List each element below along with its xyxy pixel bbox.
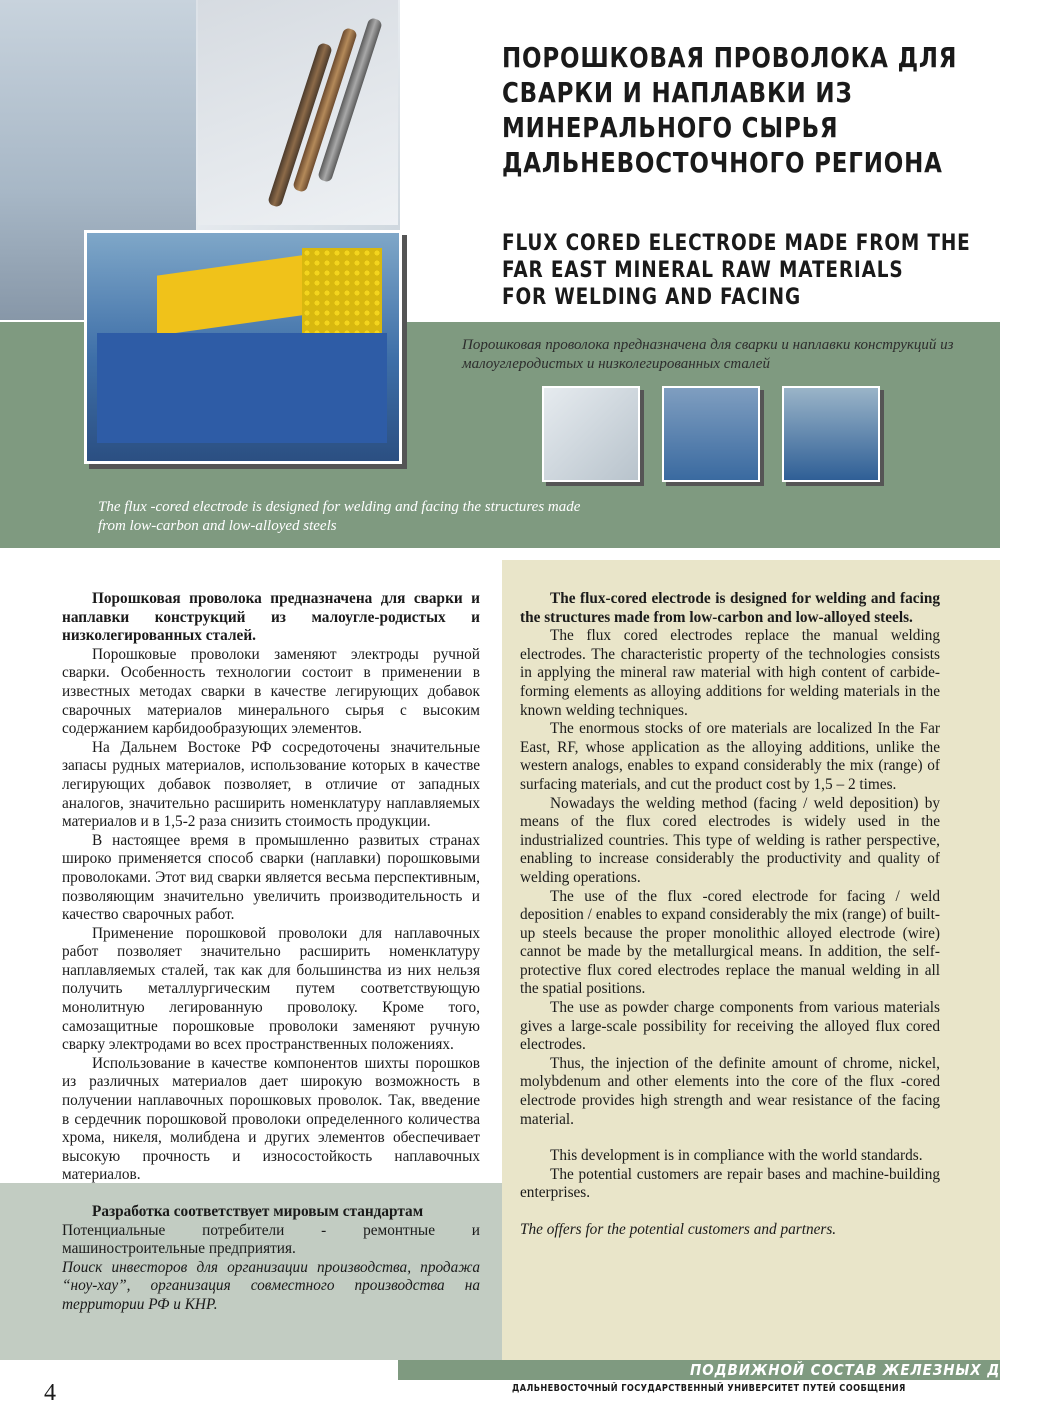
russian-paragraph: На Дальнем Востоке РФ сосредоточены значительные запасы рудных материалов, использование которых в качестве легирующих добавок позволяет, в отличие от западных аналогов, значительно расширить номенклатуру наплавляемых материалов и в 1,5-2 раза снизить стоимость продукции.: [62, 738, 480, 831]
english-title-line: FLUX CORED ELECTRODE MADE FROM THE: [502, 231, 971, 256]
rollers-thumbnail: [662, 386, 760, 482]
english-customers: The potential customers are repair bases and machine-building enterprises.: [520, 1165, 940, 1202]
page-number: 4: [44, 1380, 56, 1406]
russian-text-column: [62, 590, 480, 1315]
english-offer: The offers for the potential customers and partners.: [520, 1221, 837, 1238]
sample-tubes-photo: [198, 0, 398, 225]
english-paragraph: The use as powder charge components from various materials gives a large-scale possibility for receiving the alloyed flux cored electrodes.: [520, 999, 940, 1054]
russian-title-line: МИНЕРАЛЬНОГО СЫРЬЯ: [502, 111, 839, 144]
russian-paragraph: В настоящее время в промышленно развитых странах широко применяется способ сварки (наплавки) порошковыми проволоками. Этот вид сварки является весьма перспективным, позволяющим значительно увеличить производительность и качество сварочных работ.: [62, 831, 480, 924]
russian-title: [502, 40, 958, 180]
russian-paragraph: Применение порошковой проволоки для наплавочных работ позволяет значительно расширить номенклатуру наплавляемых сталей, так как для большинства из них нельзя получить металлургическим путем соответствующую монолитную легированную проволоку. Кроме того, самозащитные порошковые проволоки заменяют ручную сварку электродами во всех пространственных положениях.: [62, 924, 480, 1054]
electrode-samples-thumbnail: [542, 386, 640, 482]
english-caption: The flux -cored electrode is designed for welding and facing the structures made from low-carbon and low-alloyed steels: [98, 499, 581, 534]
english-lead-paragraph: The flux-cored electrode is designed for welding and facing the structures made from low-carbon and low-alloyed steels.: [520, 590, 940, 626]
equipment-thumbnail: [782, 386, 880, 482]
footer-subtitle: ДАЛЬНЕВОСТОЧНЫЙ ГОСУДАРСТВЕННЫЙ УНИВЕРСИТЕТ ПУТЕЙ СООБЩЕНИЯ: [512, 1383, 906, 1394]
russian-offer: Поиск инвесторов для организации производства, продажа “ноу-хау”, организация совместного производства на территории РФ и КНР.: [62, 1258, 480, 1313]
english-paragraph: Thus, the injection of the definite amount of chrome, nickel, molybdenum and other elements into the core of the flux -cored electrode provides high strength and wear resistance of the facing material.: [520, 1054, 940, 1128]
russian-paragraph: Использование в качестве компонентов шихты порошков из различных материалов дает широкую возможность в получении наплавочных порошковых проволок. Так, введение в сердечник порошковой проволоки определенного количества хрома, никеля, молибдена и других элементов обеспечивает высокую прочность и износостойкость наплавочных материалов.: [62, 1054, 480, 1184]
russian-customers: Потенциальные потребители - ремонтные и машиностроительные предприятия.: [62, 1221, 480, 1258]
english-title-line: FOR WELDING AND FACING: [502, 285, 801, 310]
english-paragraph: The flux cored electrodes replace the manual welding electrodes. The characteristic property of the technologies consists in applying the mineral raw material with high content of carbide-forming elements as alloying additions for welding materials in the known welding techniques.: [520, 627, 940, 719]
russian-title-line: ДАЛЬНЕВОСТОЧНОГО РЕГИОНА: [502, 146, 943, 179]
english-paragraph: Nowadays the welding method (facing / weld deposition) by means of the flux cored electrodes is widely used in the industrialized countries. This type of welding is rather perspective, enabling to increase considerably the productivity and quality of welding operations.: [520, 794, 940, 886]
english-paragraph: The enormous stocks of ore materials are localized In the Far East, RF, whose application as the alloying additions, unlike the western analogs, enables to expand considerably the mix (range) of surfacing materials, and cut the product cost by 1,5 – 2 times.: [520, 720, 940, 793]
russian-lead-paragraph: Порошковая проволока предназначена для сварки и наплавки конструкций из малоугле-родистых и низколегированных сталей.: [62, 590, 480, 645]
english-paragraph: The use of the flux -cored electrode for facing / weld deposition / enables to expand considerably the mix (range) of built-up steels because the proper monolithic alloyed electrode (wire) cannot be made by the metallurgical means. In addition, the self-protective flux cored electrodes replace the manual welding in all the spatial positions.: [520, 887, 940, 998]
english-title: [502, 230, 971, 311]
english-standard: This development is in compliance with the world standards.: [550, 1147, 923, 1165]
english-text-column: [520, 590, 940, 1240]
welding-machine-photo: [84, 230, 402, 464]
footer-title: ПОДВИЖНОЙ СОСТАВ ЖЕЛЕЗНЫХ ДОРОГ: [690, 1361, 1045, 1379]
russian-paragraph: Порошковые проволоки заменяют электроды ручной сварки. Особенность технологии состоит в применении в известных методах сварки в качестве легирующих добавок сварочных материалов минерального сырья с высоким содержанием карбидообразующих элементов.: [62, 645, 480, 738]
russian-title-line: СВАРКИ И НАПЛАВКИ ИЗ: [502, 76, 853, 109]
english-title-line: FAR EAST MINERAL RAW MATERIALS: [502, 258, 904, 283]
russian-caption: Порошковая проволока предназначена для сварки и наплавки конструкций из малоуглеродистых и низколегированных сталей: [462, 337, 954, 372]
russian-title-line: ПОРОШКОВАЯ ПРОВОЛОКА ДЛЯ: [502, 41, 958, 74]
russian-standard-heading: Разработка соответствует мировым стандартам: [92, 1203, 424, 1220]
